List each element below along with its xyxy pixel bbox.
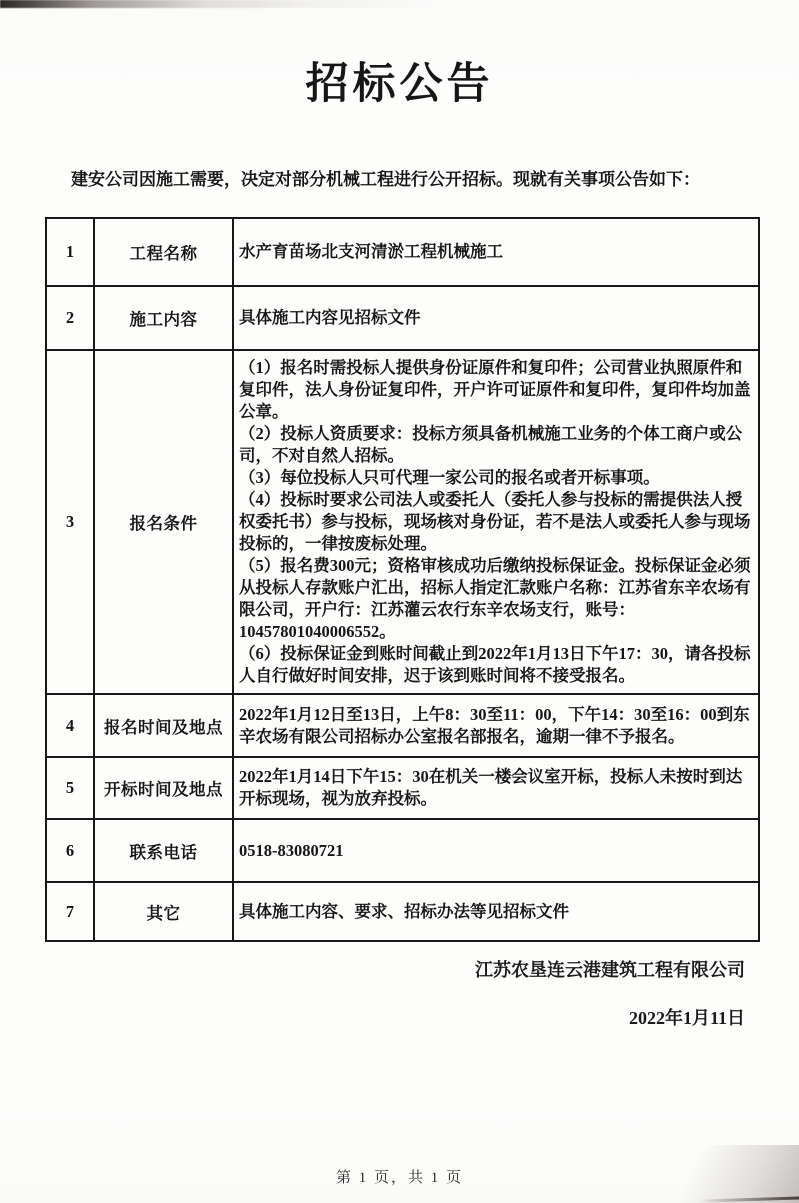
row-number: 6: [46, 819, 94, 882]
row-number: 7: [46, 882, 94, 941]
signoff-company: 江苏农垦连云港建筑工程有限公司: [475, 960, 745, 980]
table-row-project-name: [46, 218, 759, 286]
content-paragraph: （4）投标时要求公司法人或委托人（委托人参与投标的需提供法人授权委托书）参与投标，现场核对身份证，若不是法人或委托人参与现场投标的，一律按废标处理。: [239, 490, 751, 553]
row-label: 施工内容: [94, 286, 233, 350]
table-row-registration-time-place: [46, 694, 759, 757]
signoff-block: [0, 956, 745, 1030]
announcement-table-body: [46, 218, 759, 941]
content-paragraph: 0518-83080721: [239, 840, 344, 860]
signoff-date: 2022年1月11日: [628, 1008, 745, 1028]
table-row-other: [46, 882, 759, 941]
row-number: 1: [46, 218, 94, 286]
row-label: 开标时间及地点: [94, 757, 233, 819]
row-content: [233, 218, 759, 286]
content-paragraph: （1）报名时需投标人提供身份证原件和复印件；公司营业执照原件和复印件，法人身份证复印件，开户许可证原件和复印件，复印件均加盖公章。: [239, 358, 751, 421]
table-row-registration-conditions: [46, 350, 759, 694]
row-content: [233, 350, 759, 694]
announcement-table: [45, 217, 760, 942]
scan-shadow-top-edge: [0, 0, 430, 8]
table-row-bid-opening-time-place: [46, 757, 759, 819]
row-number: 5: [46, 757, 94, 819]
content-paragraph: （6）投标保证金到账时间截止到2022年1月13日下午17：30，请各投标人自行做好时间安排，迟于该到账时间将不接受报名。: [239, 644, 751, 685]
table-row-contact-phone: [46, 819, 759, 882]
row-label: 工程名称: [94, 218, 233, 286]
table-row-construction-content: [46, 286, 759, 350]
page-number: 第 1 页，共 1 页: [335, 1170, 463, 1186]
row-content: [233, 757, 759, 819]
scan-shadow-right-binding: [792, 72, 799, 1117]
row-content: [233, 286, 759, 350]
row-content: [233, 819, 759, 882]
row-number: 3: [46, 350, 94, 694]
document-title: 招标公告: [305, 61, 494, 108]
row-label: 报名条件: [94, 350, 233, 694]
content-paragraph: （3）每位投标人只可代理一家公司的报名或者开标事项。: [239, 468, 660, 487]
content-paragraph: 具体施工内容见招标文件: [239, 308, 421, 327]
content-paragraph: 具体施工内容、要求、招标办法等见招标文件: [239, 901, 569, 921]
row-label: 其它: [94, 882, 233, 941]
intro-paragraph: 建安公司因施工需要，决定对部分机械工程进行公开招标。现就有关事项公告如下：: [71, 170, 700, 189]
row-number: 2: [46, 286, 94, 350]
content-paragraph: （5）报名费300元；资格审核成功后缴纳投标保证金。投标保证金必须从投标人存款账户汇出，招标人指定汇款账户名称：江苏省东辛农场有限公司，开户行：江苏灌云农行东辛农场支行，账号：10457801040006552。: [239, 556, 751, 641]
row-label: 联系电话: [94, 819, 233, 882]
row-number: 4: [46, 694, 94, 757]
content-paragraph: 2022年1月12日至13日，上午8：30至11：00，下午14：30至16：00到东辛农场有限公司招标办公室报名部报名，逾期一律不予报名。: [239, 704, 750, 746]
row-content: [233, 694, 759, 757]
content-paragraph: 2022年1月14日下午15：30在机关一楼会议室开标，投标人未按时到达开标现场，视为放弃投标。: [239, 767, 743, 808]
content-paragraph: （2）投标人资质要求：投标方须具备机械施工业务的个体工商户或公司，不对自然人招标。: [239, 424, 743, 465]
row-content: [233, 882, 759, 941]
content-paragraph: 水产育苗场北支河清淤工程机械施工: [239, 242, 503, 261]
row-label: 报名时间及地点: [94, 694, 233, 757]
